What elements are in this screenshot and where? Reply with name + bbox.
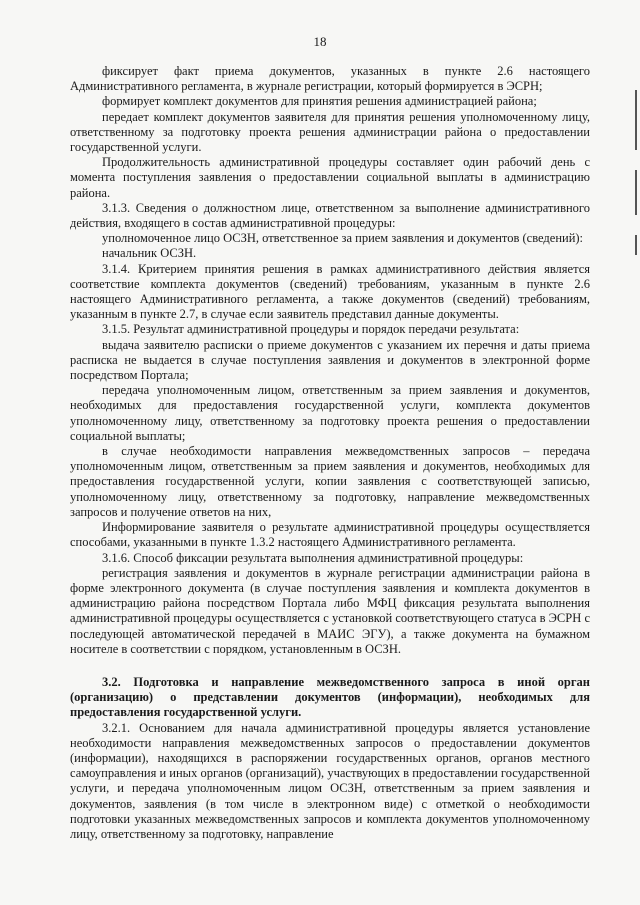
paragraph: уполномоченное лицо ОСЗН, ответственное за прием заявления и документов (сведений):	[102, 231, 584, 246]
paragraph: передает комплект документов заявителя для принятия решения уполномоченному лицу, ответственному за подготовку проекта решения администрации района о предоставлении государственной услуги.	[70, 109, 590, 155]
paragraph: передача уполномоченным лицом, ответственным за прием заявления и документов, необходимых для предоставления государственной услуги, комплекта документов уполномоченному лицу, ответственному за подготовку проекта решения о предоставлении социальной выплаты;	[70, 383, 590, 443]
scan-edge-mark	[635, 170, 637, 215]
paragraph: начальник ОСЗН.	[102, 246, 197, 261]
paragraph: выдача заявителю расписки о приеме документов с указанием их перечня и даты приема расписка не выдается в случае поступления заявления и документов в электронной форме посредством Портала;	[70, 337, 590, 383]
paragraph: 3.1.5. Результат административной процедуры и порядок передачи результата:	[102, 322, 520, 337]
scan-edge-mark	[635, 235, 637, 255]
paragraph: 3.1.3. Сведения о должностном лице, ответственном за выполнение административного действия, входящего в состав административной процедуры:	[70, 200, 590, 231]
paragraph: 3.1.6. Способ фиксации результата выполнения административной процедуры:	[102, 550, 524, 565]
paragraph: регистрация заявления и документов в журнале регистрации администрации района в форме электронного документа (в случае поступления заявления и комплекта документов в администрацию района посредством Портала либо МФЦ фиксация результата выполнения административной процедуры осуществляется с установкой соответствующего статуса в ЭСРН с последующей автоматической передачей в МАИС ЭГУ), а также документа на бумажном носителе в соответствии с порядком, установленным в ОСЗН.	[70, 565, 590, 656]
page-number: 18	[313, 34, 327, 49]
paragraph: в случае необходимости направления межведомственных запросов – передача уполномоченным лицом, ответственным за прием заявления и документов, необходимых для предоставления государственной услуги, копии заявления с соответствующей записью, уполномоченному лицу, ответственному за подготовку, направление межведомственных запросов и получение ответов на них,	[70, 444, 590, 519]
section-heading: 3.2. Подготовка и направление межведомственного запроса в иной орган (организацию) о представлении документов (информации), необходимых для предоставления государственной услуги.	[70, 674, 590, 720]
paragraph: формирует комплект документов для принятия решения администрацией района;	[102, 94, 537, 109]
document-body	[70, 64, 590, 842]
paragraph: Продолжительность административной процедуры составляет один рабочий день с момента поступления заявления о предоставлении социальной выплаты в администрацию района.	[70, 155, 590, 200]
paragraph: 3.1.4. Критерием принятия решения в рамках административного действия является соответствие комплекта документов (сведений) требованиям, указанным в пункте 2.6 настоящего Административного регламента, а также документов (сведений) требованиям, указанным в пункте 2.7, в случае если заявитель представил данные документы.	[70, 261, 590, 322]
scan-edge-mark	[635, 90, 637, 150]
paragraph: фиксирует факт приема документов, указанных в пункте 2.6 настоящего Административного регламента, в журнале регистрации, который формируется в ЭСРН;	[70, 64, 590, 94]
paragraph: 3.2.1. Основанием для начала административной процедуры является установление необходимости направления межведомственных запросов о предоставлении документов (информации), находящихся в распоряжении государственных органов, органов местного самоуправления и иных органов (организаций), участвующих в предоставлении государственной услуги, и передача уполномоченным лицом ОСЗН, ответственным за прием заявления и документов, заявления (в том числе в электронном виде) с отметкой о необходимости подготовки указанных межведомственных запросов и комплекта документов уполномоченному лицу, ответственному за подготовку, направление	[70, 720, 590, 841]
paragraph: Информирование заявителя о результате административной процедуры осуществляется способами, указанными в пункте 1.3.2 настоящего Административного регламента.	[70, 520, 590, 550]
